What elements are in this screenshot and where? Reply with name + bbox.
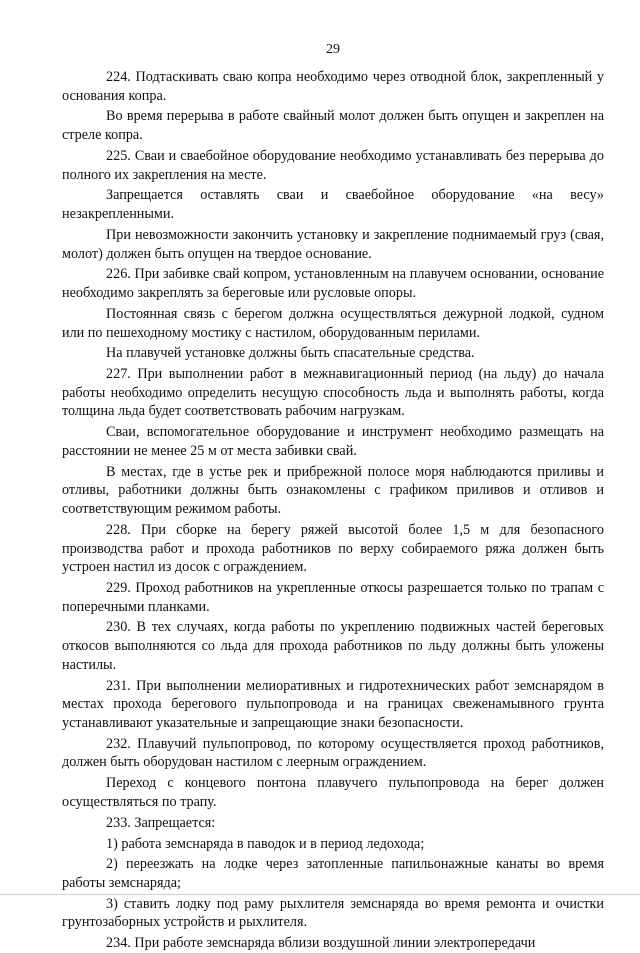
list-item: 1) работа земснаряда в паводок и в период ледохода; (106, 835, 425, 852)
paragraph-229: 229. Проход работников на укрепленные откосы разрешается только по трапам с поперечными планками. (62, 580, 604, 615)
paragraph-226: 226. При забивке свай копром, установленным на плавучем основании, основание необходимо закреплять за береговые или русловые опоры. (62, 266, 604, 302)
paragraph: На плавучей установке должны быть спасательные средства. (106, 345, 475, 362)
document-body (62, 68, 604, 953)
paragraph: В местах, где в устье рек и прибрежной полосе моря наблюдаются приливы и отливы, работники должны быть ознакомлены с графиком приливов и отливов и соответствующим режимом работы. (62, 463, 604, 518)
paragraph: Запрещается оставлять сваи и сваебойное оборудование «на весу» незакрепленными. (62, 187, 604, 223)
list-item: 3) ставить лодку под раму рыхлителя земснаряда во время ремонта и очистки грунтозаборных устройств и рыхлителя. (62, 895, 604, 931)
paragraph-232: 232. Плавучий пульпопровод, по которому осуществляется проход работников, должен быть оборудован настилом с леерным ограждением. (62, 735, 604, 771)
paragraph: Постоянная связь с берегом должна осуществляться дежурной лодкой, судном или по пешеходному мостику с настилом, оборудованным перилами. (62, 305, 604, 341)
paragraph: Переход с концевого понтона плавучего пульпопровода на берег должен осуществляться по трапу. (62, 775, 604, 810)
paragraph-233: 233. Запрещается: (106, 814, 216, 831)
paragraph-225: 225. Сваи и сваебойное оборудование необходимо устанавливать без перерыва до полного их закрепления на месте. (62, 147, 604, 183)
paragraph-230: 230. В тех случаях, когда работы по укреплению подвижных частей береговых откосов выполняются со льда для прохода работников по льду должны быть уложены настилы. (62, 619, 604, 673)
scan-edge-line (0, 894, 640, 895)
paragraph: Сваи, вспомогательное оборудование и инструмент необходимо размещать на расстоянии не менее 25 м от места забивки свай. (62, 424, 604, 459)
list-item: 2) переезжать на лодке через затопленные папильонажные канаты во время работы земснаряда; (62, 856, 604, 891)
paragraph-234: 234. При работе земснаряда вблизи воздушной линии электропередачи (106, 935, 536, 952)
paragraph-231: 231. При выполнении мелиоративных и гидротехнических работ земснарядом в местах прохода берегового пульпопровода и на границах свеженамывного грунта устанавливают указательные и запрещающие знаки безопасности. (62, 677, 604, 731)
page-number: 29 (326, 42, 340, 57)
paragraph: При невозможности закончить установку и закрепление поднимаемый груз (свая, молот) должен быть опущен на твердое основание. (62, 226, 604, 262)
paragraph: Во время перерыва в работе свайный молот должен быть опущен и закреплен на стреле копра. (62, 108, 604, 144)
paragraph-228: 228. При сборке на берегу ряжей высотой более 1,5 м для безопасного производства работ и прохода работников по верху собираемого ряжа должен быть устроен настил из досок с ограждением. (62, 521, 604, 576)
paragraph-227: 227. При выполнении работ в межнавигационный период (на льду) до начала работы необходимо определить несущую способность льда и выполнять работы, когда толщина льда будет соответствовать рабочим нагрузкам. (62, 366, 604, 420)
paragraph-224: 224. Подтаскивать сваю копра необходимо через отводной блок, закрепленный у основания копра. (62, 69, 604, 104)
